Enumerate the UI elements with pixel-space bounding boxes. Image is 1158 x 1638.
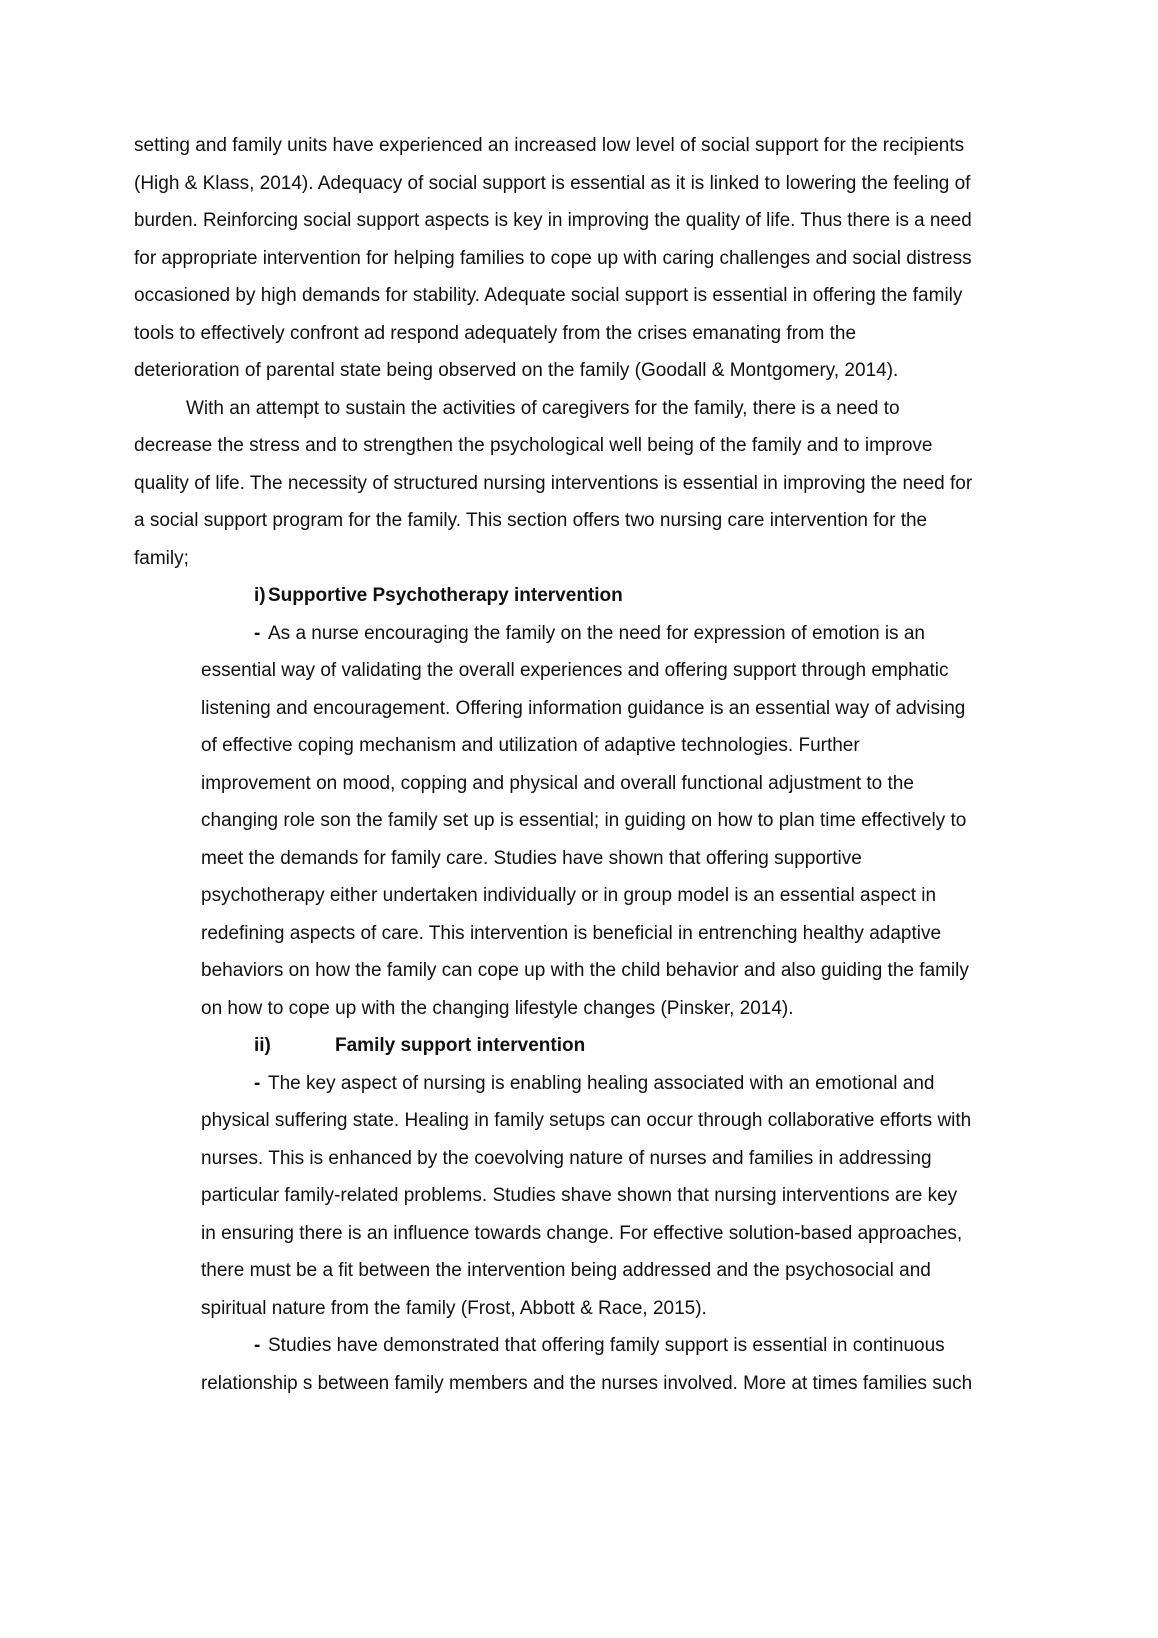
text-line: listening and encouragement. Offering information guidance is an essential way of advising <box>201 698 966 719</box>
heading-number: ii) <box>254 1035 271 1056</box>
text-line: quality of life. The necessity of structured nursing interventions is essential in improving the need for <box>134 473 973 494</box>
text-line: setting and family units have experienced an increased low level of social support for the recipients <box>134 135 965 156</box>
text-line: family; <box>134 548 189 569</box>
text-line: particular family-related problems. Studies shave shown that nursing interventions are key <box>201 1185 958 1206</box>
section-heading: Supportive Psychotherapy intervention <box>268 585 623 606</box>
text-line: spiritual nature from the family (Frost, Abbott & Race, 2015). <box>201 1298 707 1319</box>
text-line: occasioned by high demands for stability. Adequate social support is essential in offering the family <box>134 285 963 306</box>
text-line: essential way of validating the overall experiences and offering support through emphatic <box>201 660 949 681</box>
text-line: redefining aspects of care. This intervention is beneficial in entrenching healthy adaptive <box>201 923 942 944</box>
text-line: As a nurse encouraging the family on the need for expression of emotion is an <box>268 623 925 644</box>
text-line: deterioration of parental state being observed on the family (Goodall & Montgomery, 2014). <box>134 360 899 381</box>
text-line: there must be a fit between the intervention being addressed and the psychosocial and <box>201 1260 931 1281</box>
bullet-dash: - <box>254 623 261 644</box>
heading-number: i) <box>254 585 266 606</box>
text-line: burden. Reinforcing social support aspects is key in improving the quality of life. Thus there is a need <box>134 210 972 231</box>
text-line: physical suffering state. Healing in family setups can occur through collaborative efforts with <box>201 1110 972 1131</box>
text-line: decrease the stress and to strengthen the psychological well being of the family and to improve <box>134 435 933 456</box>
text-line: relationship s between family members and the nurses involved. More at times families such <box>201 1373 973 1394</box>
text-line: on how to cope up with the changing lifestyle changes (Pinsker, 2014). <box>201 998 794 1019</box>
bullet-dash: - <box>254 1335 261 1356</box>
text-line: With an attempt to sustain the activities of caregivers for the family, there is a need to <box>186 398 900 419</box>
text-line: improvement on mood, copping and physical and overall functional adjustment to the <box>201 773 914 794</box>
section-heading: Family support intervention <box>335 1035 586 1056</box>
text-line: psychotherapy either undertaken individually or in group model is an essential aspect in <box>201 885 937 906</box>
text-line: changing role son the family set up is essential; in guiding on how to plan time effectively to <box>201 810 967 831</box>
text-line: for appropriate intervention for helping families to cope up with caring challenges and social distress <box>134 248 972 269</box>
text-line: in ensuring there is an influence towards change. For effective solution-based approaches, <box>201 1223 963 1244</box>
text-line: Studies have demonstrated that offering family support is essential in continuous <box>268 1335 945 1356</box>
text-line: of effective coping mechanism and utilization of adaptive technologies. Further <box>201 735 860 756</box>
text-line: (High & Klass, 2014). Adequacy of social support is essential as it is linked to lowering the feeling of <box>134 173 971 194</box>
bullet-dash: - <box>254 1073 261 1094</box>
text-line: a social support program for the family. This section offers two nursing care intervention for the <box>134 510 928 531</box>
text-line: behaviors on how the family can cope up with the child behavior and also guiding the family <box>201 960 969 981</box>
text-line: tools to effectively confront ad respond adequately from the crises emanating from the <box>134 323 857 344</box>
text-line: The key aspect of nursing is enabling healing associated with an emotional and <box>268 1073 935 1094</box>
text-line: meet the demands for family care. Studies have shown that offering supportive <box>201 848 862 869</box>
text-line: nurses. This is enhanced by the coevolving nature of nurses and families in addressing <box>201 1148 932 1169</box>
